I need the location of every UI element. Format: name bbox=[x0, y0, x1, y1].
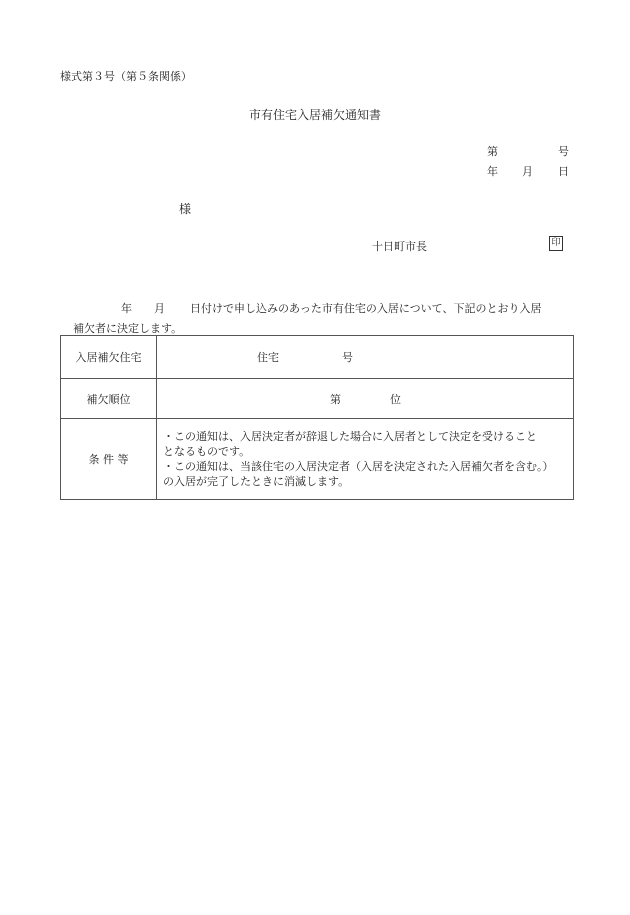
condition1-line2: となるものです。 bbox=[163, 445, 251, 458]
rank-label: 補欠順位 bbox=[61, 379, 157, 419]
doc-number-prefix: 第 bbox=[487, 145, 498, 158]
table-row bbox=[61, 419, 574, 500]
date-year-label: 年 bbox=[487, 165, 498, 178]
condition2-line2: の入居が完了したときに消滅します。 bbox=[163, 475, 350, 488]
date-month-label: 月 bbox=[522, 165, 533, 178]
table-row bbox=[61, 336, 574, 379]
document-title: 市有住宅入居補欠通知書 bbox=[248, 108, 381, 122]
body-text-line2: 補欠者に決定します。 bbox=[73, 322, 183, 335]
housing-label: 入居補欠住宅 bbox=[61, 336, 157, 379]
date-day-label: 日 bbox=[558, 165, 569, 178]
rank-value-cell bbox=[157, 379, 574, 419]
addressee-honorific: 様 bbox=[179, 202, 192, 216]
body-text-line1: 日付けで申し込みのあった市有住宅の入居について、下記のとおり入居 bbox=[190, 302, 542, 315]
body-year-label: 年 bbox=[121, 302, 132, 315]
form-number: 様式第３号（第５条関係） bbox=[60, 70, 192, 83]
condition2-line1: ・この通知は、当該住宅の入居決定者（入居を決定された入居補欠者を含む。） bbox=[163, 460, 554, 473]
doc-number-suffix: 号 bbox=[558, 145, 569, 158]
rank-suffix: 位 bbox=[390, 392, 401, 406]
condition1-line1: ・この通知は、入居決定者が辞退した場合に入居者として決定を受けること bbox=[163, 430, 537, 443]
housing-number-suffix: 号 bbox=[342, 351, 353, 364]
body-month-label: 月 bbox=[154, 302, 165, 315]
table-row bbox=[61, 379, 574, 419]
conditions-label: 条 件 等 bbox=[61, 419, 157, 500]
conditions-cell bbox=[157, 419, 574, 500]
rank-prefix: 第 bbox=[330, 392, 341, 406]
issuer-name: 十日町市長 bbox=[372, 240, 427, 253]
housing-value-cell bbox=[157, 336, 574, 379]
housing-text: 住宅 bbox=[257, 351, 279, 364]
notice-table bbox=[60, 335, 574, 500]
seal-mark: 印 bbox=[549, 236, 563, 251]
